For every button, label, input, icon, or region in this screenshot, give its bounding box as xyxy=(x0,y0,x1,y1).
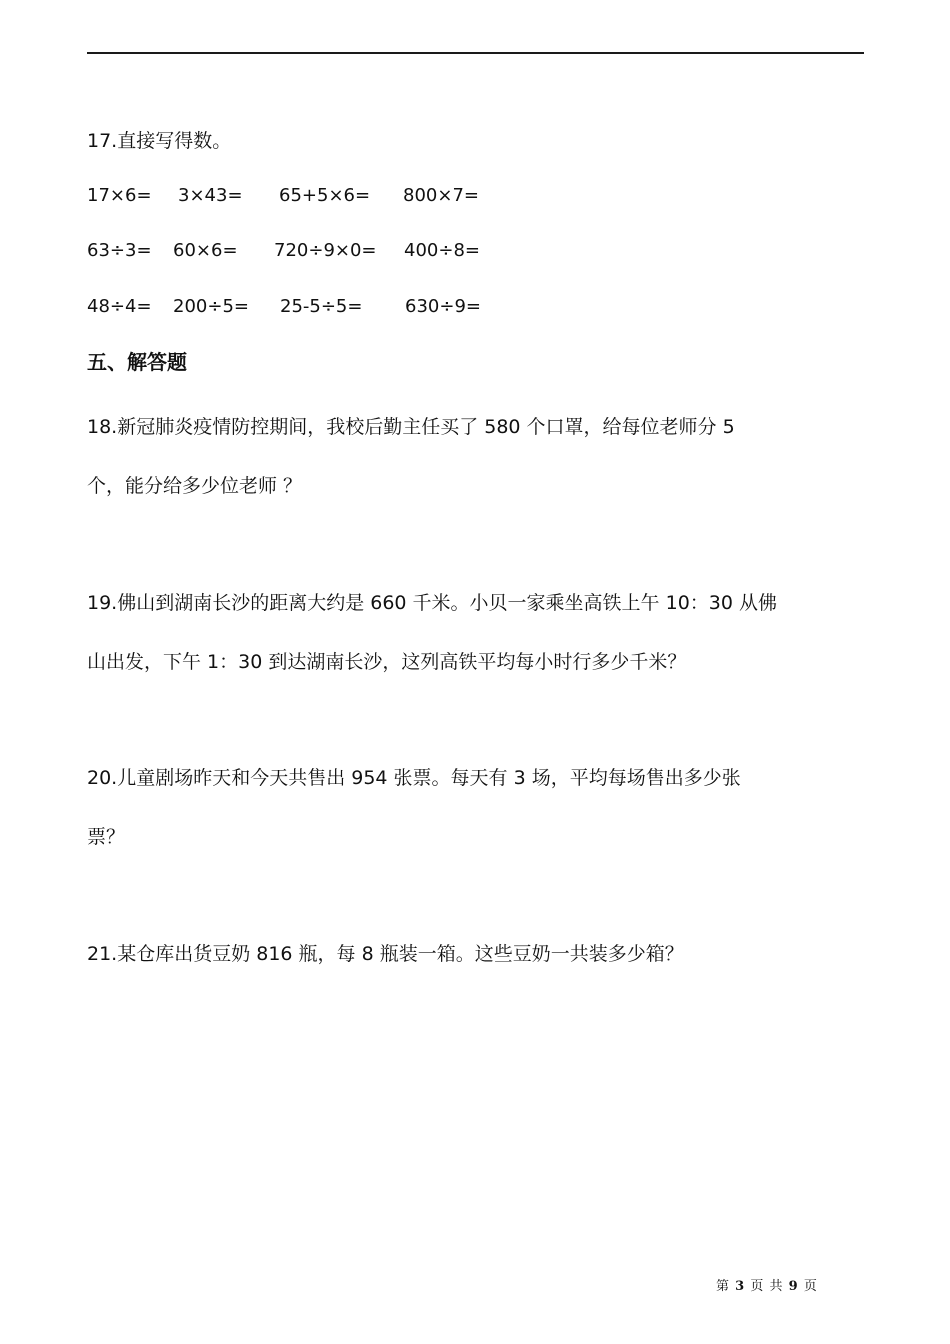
q20-line-1: 20.儿童剧场昨天和今天共售出 954 张票。每天有 3 场，平均每场售出多少张 xyxy=(87,767,741,789)
calc-item: 63÷3= xyxy=(87,240,152,261)
footer-middle: 页 共 xyxy=(750,1279,784,1294)
calc-row-2 xyxy=(87,239,587,263)
footer-prefix: 第 xyxy=(716,1279,731,1294)
calc-item: 630÷9= xyxy=(405,296,481,317)
q21-line-1: 21.某仓库出货豆奶 816 瓶，每 8 瓶装一箱。这些豆奶一共装多少箱？ xyxy=(87,943,684,965)
q18-line-1: 18.新冠肺炎疫情防控期间，我校后勤主任买了 580 个口罩，给每位老师分 5 xyxy=(87,416,735,438)
calc-item: 720÷9×0= xyxy=(274,240,377,261)
calc-item: 400÷8= xyxy=(404,240,480,261)
calc-row-3 xyxy=(87,295,587,319)
q17-heading: 17.直接写得数。 xyxy=(87,130,232,152)
q19-line-2: 山出发，下午 1：30 到达湖南长沙，这列高铁平均每小时行多少千米？ xyxy=(87,651,687,673)
calc-item: 200÷5= xyxy=(173,296,249,317)
calc-item: 48÷4= xyxy=(87,296,152,317)
q18-line-2: 个，能分给多少位老师 ？ xyxy=(87,475,303,497)
page-number-footer xyxy=(716,1278,818,1296)
calc-row-1 xyxy=(87,184,587,208)
footer-current-page: 3 xyxy=(735,1279,746,1294)
q20-line-2: 票？ xyxy=(87,826,126,848)
q19-line-1: 19.佛山到湖南长沙的距离大约是 660 千米。小贝一家乘坐高铁上午 10：30 从佛 xyxy=(87,592,777,614)
calc-item: 60×6= xyxy=(173,240,238,261)
header-rule xyxy=(87,52,864,54)
calc-item: 800×7= xyxy=(403,185,479,206)
calc-item: 25-5÷5= xyxy=(280,296,363,317)
calc-item: 17×6= xyxy=(87,185,152,206)
footer-suffix: 页 xyxy=(803,1279,818,1294)
calc-item: 3×43= xyxy=(178,185,243,206)
footer-total-pages: 9 xyxy=(788,1279,799,1294)
section-title: 五、解答题 xyxy=(87,350,187,374)
calc-item: 65+5×6= xyxy=(279,185,371,206)
